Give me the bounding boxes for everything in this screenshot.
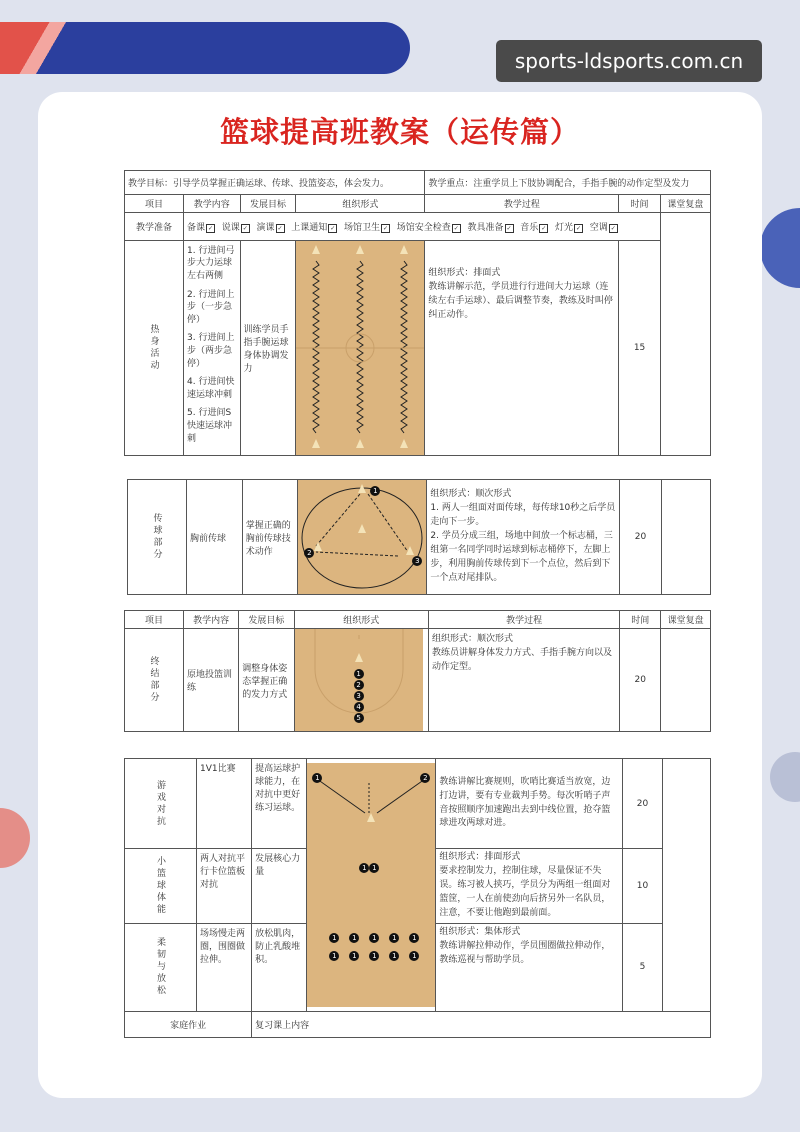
end-process: 组织形式：顺次形式 教练员讲解身体发力方式、手指手腕方向以及动作定型。 xyxy=(429,629,620,732)
review-cell xyxy=(660,213,710,456)
end-time: 20 xyxy=(620,629,661,732)
pass-process: 组织形式：顺次形式 1. 两人一组面对面传球，每传球10秒之后学员走向下一步。 2. 学员分成三组，场地中间放一个标志桶，三组第一名同学同时运球到标志桶停下，左脚上步，利用胸前传球传到下一个点位，然后到下一个点对尾排队。 xyxy=(427,480,620,595)
game-target: 提高运球护球能力，在对抗中更好练习运球。 xyxy=(252,759,307,849)
end-review xyxy=(661,629,711,732)
lesson-table-3: 项目 教学内容 发展目标 组织形式 教学过程 时间 课堂复盘 终结部分 原地投篮训练 调整身体姿态掌握正确的发力方式 1 2 3 4 5 组织形式：顺次形式 教练员讲解身体发力方式、手指手腕方向以及动作定型。 20 xyxy=(124,610,711,732)
lesson-table-2 xyxy=(127,479,711,595)
end-label: 终结部分 xyxy=(148,656,159,704)
hdr-org: 组织形式 xyxy=(296,195,425,213)
prep-checklist: 备课 ✓ 说课 ✓ 演课 ✓ 上课通知 ✓ 场馆卫生 ✓ 场馆安全检查 ✓ 教具准备 ✓ 音乐 ✓ 灯光 ✓ 空调 ✓ xyxy=(184,213,661,241)
decor-circle-red xyxy=(0,808,30,868)
page-title: 篮球提高班教案（运传篇） xyxy=(219,115,580,149)
warm-process: 组织形式：排面式 教练讲解示范，学员进行行进间大力运球（连续左右手运球）、最后调整节奏，教练及时叫停纠正动作。 xyxy=(425,241,619,456)
dribble-arrows xyxy=(296,241,424,455)
stretch-label: 柔韧与放松 xyxy=(155,937,165,998)
hdr-process: 教学过程 xyxy=(425,195,619,213)
core-target: 发展核心力量 xyxy=(252,849,307,924)
pass-time: 20 xyxy=(620,480,661,595)
game-content: 1V1比赛 xyxy=(197,759,252,849)
court-diagram-warmup xyxy=(296,241,424,455)
end-target: 调整身体姿态掌握正确的发力方式 xyxy=(239,629,294,732)
hdr-target: 发展目标 xyxy=(240,195,296,213)
warm-target: 训练学员手指手腕运球身体协调发力 xyxy=(240,241,296,456)
stretch-content: 场场慢走两圈，围圈做拉伸。 xyxy=(197,923,252,1011)
watermark: sports-ldsports.com.cn xyxy=(496,40,762,82)
core-label: 小篮球体能 xyxy=(155,855,165,916)
lesson-table-4 xyxy=(124,758,711,1038)
core-content: 两人对抗平行卡位篮板对抗 xyxy=(197,849,252,924)
core-time: 10 xyxy=(622,849,662,924)
prep-label: 教学准备 xyxy=(125,213,184,241)
warm-label: 热身活动 xyxy=(148,324,159,372)
game-time: 20 xyxy=(622,759,662,849)
end-content: 原地投篮训练 xyxy=(184,629,239,732)
review-cell-2 xyxy=(663,759,711,1012)
warm-items: 1. 行进间弓步大力运球左右两侧 2. 行进间上步（一步急停） 3. 行进间上步（两步急停） 4. 行进间快速运球冲刺 5. 行进间S快速运球冲刺 xyxy=(184,241,241,456)
hdr-review: 课堂复盘 xyxy=(660,195,710,213)
stretch-time: 5 xyxy=(622,923,662,1011)
court-diagram-shooting: 1 2 3 4 5 xyxy=(295,629,423,731)
teaching-goal: 教学目标：引导学员掌握正确运球、传球、投篮姿态，体会发力。 xyxy=(125,171,425,195)
pass-content: 胸前传球 xyxy=(187,480,243,595)
decor-circle-blue xyxy=(760,208,800,288)
pass-target: 掌握正确的胸前传球技术动作 xyxy=(242,480,298,595)
hdr-time: 时间 xyxy=(619,195,660,213)
game-label: 游戏对抗 xyxy=(155,779,165,828)
warm-time: 15 xyxy=(619,241,660,456)
pass-review xyxy=(661,480,711,595)
lesson-table-1 xyxy=(124,170,711,456)
homework-label: 家庭作业 xyxy=(125,1011,252,1037)
pass-label: 传球部分 xyxy=(151,513,162,561)
game-process: 教练讲解比赛规则，吹哨比赛适当放宽，边打边讲，要有专业裁判手势。每次听哨子声音按照顺序加速跑出去到中线位置，抢夺篮球进攻两球对进。 xyxy=(436,759,623,849)
stretch-process: 组织形式：集体形式 教练讲解拉伸动作，学员围圈做拉伸动作，教练巡视与帮助学员。 xyxy=(436,923,623,1011)
header-accent xyxy=(0,22,80,74)
court-diagram-passing: 1 2 3 xyxy=(298,480,426,594)
hdr-content: 教学内容 xyxy=(184,195,241,213)
hdr-item: 项目 xyxy=(125,195,184,213)
stretch-target: 放松肌肉，防止乳酸堆积。 xyxy=(252,923,307,1011)
core-process: 组织形式：排面形式 要求控制发力，控制住球，尽量保证不失误。练习被人挟巧，学员分为两组一组面对篮筐，一人在前使劲向后挤另外一名队员，注意，不要让他跑到最前面。 xyxy=(436,849,623,924)
court-diagram-games: 1 2 1 1 1 1 1 1 1 1 1 1 1 1 xyxy=(307,763,435,1007)
decor-circle-grey xyxy=(770,752,800,802)
homework-value: 复习课上内容 xyxy=(252,1011,711,1037)
teaching-focus: 教学重点：注重学员上下肢协调配合，手指手腕的动作定型及发力 xyxy=(425,171,711,195)
